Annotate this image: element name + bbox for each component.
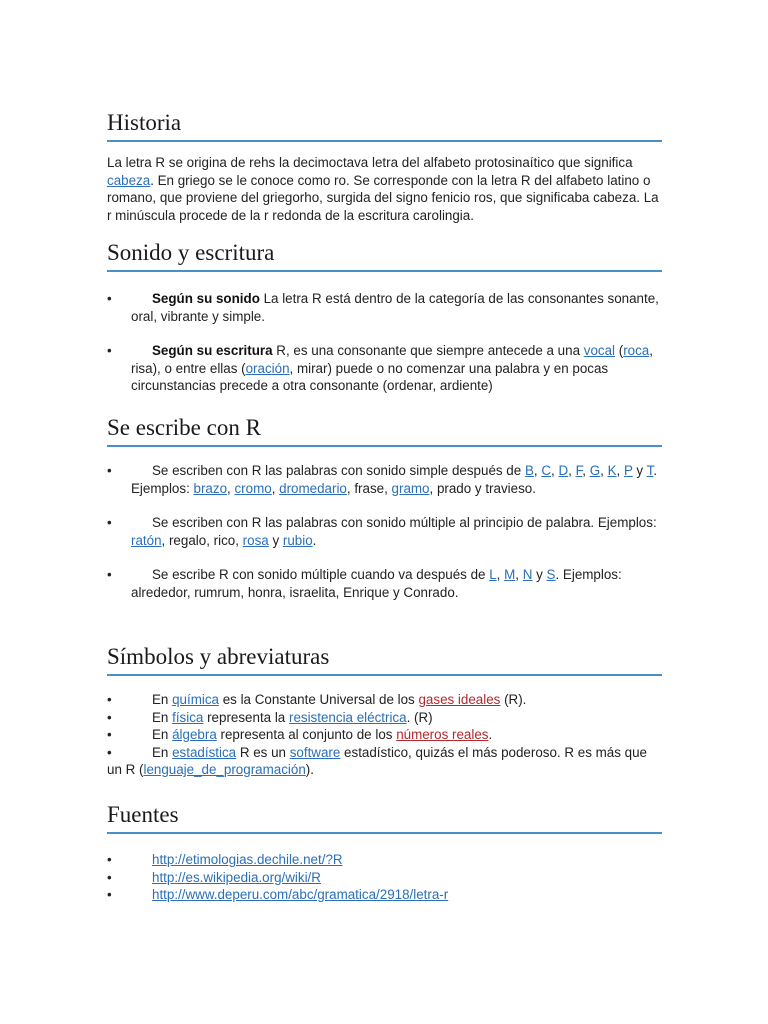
- text: En: [152, 692, 173, 707]
- text: es la Constante Universal de los: [219, 692, 419, 707]
- text: .: [488, 727, 493, 742]
- bullet-icon: •: [107, 744, 112, 760]
- list-item: [107, 342, 662, 395]
- bullet-icon: •: [107, 887, 112, 902]
- bold-label: Según su sonido: [152, 291, 260, 306]
- link-vocal[interactable]: vocal: [583, 343, 616, 358]
- list-item: • Se escriben con R las palabras con sonido simple después de B, C, D, F, G, K, P y T. Ejemplos: brazo, cromo, dromedario, frase, gramo, prado y travieso.: [107, 463, 658, 496]
- list-item: [107, 726, 662, 744]
- text: ).: [305, 762, 314, 777]
- text: En: [152, 709, 173, 725]
- bullet-icon: •: [107, 515, 112, 530]
- list-item: [107, 290, 662, 325]
- link-brazo[interactable]: brazo: [193, 480, 228, 496]
- link-oracion[interactable]: oración: [245, 360, 290, 376]
- link-letter-p[interactable]: P: [624, 463, 633, 478]
- text: (: [615, 343, 624, 358]
- link-letter-l[interactable]: L: [489, 567, 497, 582]
- text: . Ejemplos: alrededor, rumrum, honra, israelita, Enrique y Conrado.: [131, 567, 622, 600]
- list-item: [107, 851, 662, 869]
- bullet-icon: •: [107, 463, 112, 478]
- bullet-icon: •: [107, 692, 112, 707]
- heading-fuentes: Fuentes: [107, 802, 662, 834]
- link-letter-s[interactable]: S: [546, 567, 556, 582]
- link-dromedario[interactable]: dromedario: [279, 480, 347, 496]
- text: La letra R se origina de rehs la decimoctava letra del alfabeto protosinaítico que significa: [107, 155, 633, 170]
- link-software[interactable]: software: [289, 744, 341, 760]
- link-lenguaje[interactable]: lenguaje_de_programación: [143, 762, 306, 777]
- simbolos-list: [107, 691, 662, 779]
- link-quimica[interactable]: química: [172, 692, 219, 707]
- text: , frase,: [346, 480, 392, 496]
- text: , regalo, rico,: [161, 532, 243, 548]
- list-item: [107, 744, 662, 779]
- list-item: • Se escribe R con sonido múltiple cuando va después de L, M, N y S. Ejemplos: alrededor, rumrum, honra, israelita, Enrique y Conrado.: [107, 567, 622, 600]
- text: En: [152, 727, 173, 742]
- link-letter-d[interactable]: D: [558, 463, 569, 478]
- link-letter-m[interactable]: M: [504, 567, 516, 582]
- text: Se escriben con R las palabras con sonido múltiple al principio de palabra. Ejemplos:: [152, 515, 657, 530]
- bullet-icon: •: [107, 727, 112, 742]
- link-letter-t[interactable]: T: [646, 463, 654, 478]
- list-item: [107, 691, 662, 709]
- link-numeros-reales[interactable]: números reales: [396, 727, 489, 742]
- link-letter-b[interactable]: B: [524, 463, 534, 478]
- text: En: [152, 744, 173, 760]
- text: La letra R está dentro de la categoría de las consonantes sonante, oral, vibrante y simple.: [131, 291, 659, 324]
- link-resistencia[interactable]: resistencia eléctrica: [288, 709, 407, 725]
- text: . (R): [406, 709, 433, 725]
- text: (R).: [500, 692, 527, 707]
- link-letter-f[interactable]: F: [575, 463, 583, 478]
- link-estadistica[interactable]: estadística: [172, 744, 237, 760]
- heading-sonido-escritura: Sonido y escritura: [107, 240, 662, 272]
- link-gases-ideales[interactable]: gases ideales: [418, 692, 501, 707]
- heading-simbolos: Símbolos y abreviaturas: [107, 644, 662, 676]
- text: Se escriben con R las palabras con sonido simple después de: [152, 463, 525, 478]
- text: representa la: [203, 709, 289, 725]
- link-cromo[interactable]: cromo: [234, 480, 272, 496]
- link-letter-n[interactable]: N: [522, 567, 533, 582]
- text: representa al conjunto de los: [216, 727, 397, 742]
- text: .: [312, 532, 317, 548]
- text: . En griego se le conoce como ro. Se corresponde con la letra R del alfabeto latino o romano, que proviene del griegorho, surgida del signo fenicio ros, que significaba cabeza. La r minúscula procede de la r redonda de la escritura carolingia.: [107, 172, 659, 223]
- link-fisica[interactable]: física: [172, 709, 204, 725]
- list-item: [107, 514, 662, 549]
- sonido-list: [107, 290, 662, 395]
- text: , risa), o entre ellas (: [131, 343, 653, 376]
- text: y: [632, 463, 647, 478]
- text: y: [268, 532, 283, 548]
- list-item: [107, 709, 662, 727]
- text: Se escribe R con sonido múltiple cuando va después de: [152, 567, 490, 582]
- link-letter-g[interactable]: G: [589, 463, 601, 478]
- text: R es un: [236, 744, 290, 760]
- text: , prado y travieso.: [429, 480, 536, 496]
- bullet-icon: •: [107, 343, 112, 358]
- link-algebra[interactable]: álgebra: [172, 727, 217, 742]
- list-item: [107, 869, 662, 887]
- bullet-icon: •: [107, 852, 112, 867]
- link-rubio[interactable]: rubio: [282, 532, 313, 548]
- text: y: [532, 567, 547, 582]
- bullet-icon: •: [107, 567, 112, 582]
- heading-historia: Historia: [107, 110, 662, 142]
- list-item: [107, 886, 662, 904]
- fuentes-list: [107, 851, 662, 904]
- bold-label: Según su escritura: [152, 343, 273, 358]
- link-raton[interactable]: ratón: [131, 532, 162, 548]
- link-letter-c[interactable]: C: [541, 463, 551, 478]
- link-rosa[interactable]: rosa: [242, 532, 269, 548]
- text: , mirar) puede o no comenzar una palabra y en pocas circunstancias precede a otra consonante (ordenar, ardiente): [131, 360, 609, 393]
- link-cabeza[interactable]: cabeza: [107, 172, 151, 188]
- link-source-deperu[interactable]: http://www.deperu.com/abc/gramatica/2918/letra-r: [152, 887, 449, 902]
- bullet-icon: •: [107, 869, 112, 885]
- link-source-etimologias[interactable]: http://etimologias.dechile.net/?R: [152, 852, 343, 867]
- bullet-icon: •: [107, 709, 112, 725]
- link-roca[interactable]: roca: [623, 343, 650, 358]
- heading-se-escribe: Se escribe con R: [107, 415, 662, 447]
- historia-paragraph: [107, 154, 662, 224]
- text: R, es una consonante que siempre antecede a una: [272, 343, 584, 358]
- link-letter-k[interactable]: K: [607, 463, 617, 478]
- text: estadístico, quizás el más poderoso. R es más que un R (: [107, 744, 647, 777]
- link-gramo[interactable]: gramo: [391, 480, 430, 496]
- text: . Ejemplos:: [131, 463, 658, 496]
- bullet-icon: •: [107, 291, 112, 306]
- link-source-wikipedia[interactable]: http://es.wikipedia.org/wiki/R: [152, 869, 321, 885]
- escribe-list: [107, 462, 662, 601]
